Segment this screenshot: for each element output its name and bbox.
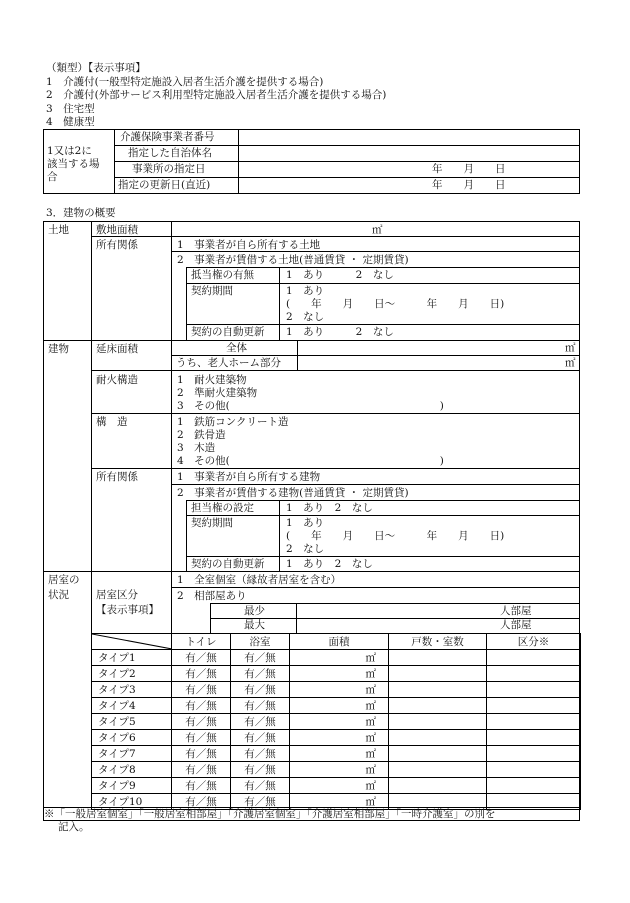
room-type-name: タイプ6: [92, 730, 172, 746]
room-type-name: タイプ2: [92, 666, 172, 682]
room-option-1: 1 全室個室（縁故者居室を含む）: [177, 574, 342, 586]
bath-cell[interactable]: 有／無: [231, 650, 290, 666]
area-cell[interactable]: ㎡: [290, 714, 389, 730]
floor-area-label: 延床面積: [96, 343, 138, 355]
toilet-cell[interactable]: 有／無: [172, 762, 231, 778]
building-renewal-label: 契約の自動更新: [191, 558, 265, 570]
col-bath: 浴室: [231, 634, 290, 650]
category-cell[interactable]: [487, 794, 581, 810]
land-own-option-1: 1 事業者が自ら所有する土地: [177, 239, 321, 251]
building-mortgage-label: 担当権の設定: [191, 502, 254, 514]
category-cell[interactable]: [487, 650, 581, 666]
category-cell[interactable]: [487, 714, 581, 730]
table-row: [92, 666, 581, 682]
site-area-unit: ㎡: [372, 224, 383, 236]
land-renewal-value[interactable]: 1 あり 2 なし: [286, 326, 394, 338]
count-cell[interactable]: [389, 650, 487, 666]
fireproof-option-2: 2 準耐火建築物: [177, 387, 258, 399]
room-type-name: タイプ1: [92, 650, 172, 666]
toilet-cell[interactable]: 有／無: [172, 778, 231, 794]
category-cell[interactable]: [487, 698, 581, 714]
count-cell[interactable]: [389, 762, 487, 778]
count-cell[interactable]: [389, 714, 487, 730]
count-cell[interactable]: [389, 682, 487, 698]
designation-date-label: 事業所の指定日: [132, 163, 206, 175]
count-cell[interactable]: [389, 730, 487, 746]
bath-cell[interactable]: 有／無: [231, 714, 290, 730]
room-type-name: タイプ4: [92, 698, 172, 714]
room-max-label: 最大: [244, 619, 265, 631]
bath-cell[interactable]: 有／無: [231, 682, 290, 698]
room-type-name: タイプ9: [92, 778, 172, 794]
area-cell[interactable]: ㎡: [290, 666, 389, 682]
room-type-name: タイプ8: [92, 762, 172, 778]
table-row: [92, 730, 581, 746]
category-cell[interactable]: [487, 730, 581, 746]
count-cell[interactable]: [389, 778, 487, 794]
building-own-option-2: 2 事業者が賃借する建物(普通賃貸 ・ 定期賃貸): [177, 487, 409, 499]
col-toilet: トイレ: [172, 634, 231, 650]
room-type-header-row: [92, 634, 581, 650]
area-cell[interactable]: ㎡: [290, 746, 389, 762]
table-row: [92, 682, 581, 698]
area-cell[interactable]: ㎡: [290, 778, 389, 794]
room-min-label: 最少: [244, 605, 265, 617]
count-cell[interactable]: [389, 698, 487, 714]
building-mortgage-value[interactable]: 1 あり 2 なし: [286, 502, 373, 514]
room-type-table: [91, 633, 581, 810]
land-mortgage-value[interactable]: 1 あり 2 なし: [286, 269, 394, 281]
bath-cell[interactable]: 有／無: [231, 762, 290, 778]
col-area: 面積: [290, 634, 389, 650]
table-row: [92, 698, 581, 714]
category-cell[interactable]: [487, 762, 581, 778]
construction-label: 構 造: [96, 416, 128, 428]
land-renewal-label: 契約の自動更新: [191, 326, 265, 338]
area-cell[interactable]: ㎡: [290, 650, 389, 666]
footnote-line-2: 記入。: [58, 821, 90, 833]
toilet-cell[interactable]: 有／無: [172, 682, 231, 698]
building-own-option-1: 1 事業者が自ら所有する建物: [177, 471, 321, 483]
toilet-cell[interactable]: 有／無: [172, 698, 231, 714]
land-label: 土地: [48, 224, 69, 236]
room-max-unit[interactable]: 人部屋: [500, 619, 532, 631]
type-option-1: 1 介護付(一般型特定施設入居者生活介護を提供する場合): [46, 76, 324, 88]
designation-side-label: 1又は2に: [47, 145, 92, 157]
insurance-number-label: 介護保険事業者番号: [120, 131, 215, 143]
type-option-3: 3 住宅型: [46, 103, 95, 115]
building-contract-label: 契約期間: [191, 517, 233, 529]
toilet-cell[interactable]: 有／無: [172, 714, 231, 730]
diagonal-slash: [92, 634, 172, 649]
table-row: [92, 762, 581, 778]
toilet-cell[interactable]: 有／無: [172, 650, 231, 666]
area-cell[interactable]: ㎡: [290, 682, 389, 698]
bath-cell[interactable]: 有／無: [231, 666, 290, 682]
fireproof-label: 耐火構造: [96, 374, 138, 386]
table-row: [92, 714, 581, 730]
toilet-cell[interactable]: 有／無: [172, 746, 231, 762]
building-contract-period[interactable]: ( 年 月 日～ 年 月 日): [286, 530, 505, 542]
building-label: 建物: [48, 343, 69, 355]
construction-option-1: 1 鉄筋コンクリート造: [177, 416, 289, 428]
construction-option-4: 4 その他( ): [177, 455, 444, 467]
area-cell[interactable]: ㎡: [290, 762, 389, 778]
renewal-date-label: 指定の更新日(直近): [118, 179, 211, 191]
section-title: 3．建物の概要: [46, 207, 116, 219]
room-type-name: タイプ5: [92, 714, 172, 730]
footnote-line-1: ※「一般居室個室」「一般居室相部屋」「介護居室個室」「介護居室相部屋」「一時介護室」の別を: [44, 808, 496, 820]
table-row: [92, 746, 581, 762]
type-option-2: 2 介護付(外部サービス利用型特定施設入居者生活介護を提供する場合): [46, 89, 387, 101]
bath-cell[interactable]: 有／無: [231, 730, 290, 746]
bath-cell[interactable]: 有／無: [231, 794, 290, 810]
area-cell[interactable]: ㎡: [290, 698, 389, 714]
category-cell[interactable]: [487, 682, 581, 698]
category-cell[interactable]: [487, 778, 581, 794]
floor-area-total-label: 全体: [226, 342, 247, 354]
bath-cell[interactable]: 有／無: [231, 698, 290, 714]
toilet-cell[interactable]: 有／無: [172, 666, 231, 682]
room-type-name: タイプ10: [92, 794, 172, 810]
municipality-label: 指定した自治体名: [128, 147, 212, 159]
toilet-cell[interactable]: 有／無: [172, 794, 231, 810]
construction-option-2: 2 鉄骨造: [177, 429, 226, 441]
area-cell[interactable]: ㎡: [290, 794, 389, 810]
fireproof-option-1: 1 耐火建築物: [177, 374, 247, 386]
land-contract-period[interactable]: ( 年 月 日～ 年 月 日): [286, 298, 505, 310]
designation-date-value[interactable]: 年 月 日: [432, 163, 506, 175]
land-contract-label: 契約期間: [191, 285, 233, 297]
room-type-name: タイプ3: [92, 682, 172, 698]
land-own-option-2: 2 事業者が賃借する土地(普通賃貸 ・ 定期賃貸): [177, 254, 409, 266]
bath-cell[interactable]: 有／無: [231, 778, 290, 794]
category-cell[interactable]: [487, 666, 581, 682]
col-category: 区分※: [487, 634, 581, 650]
table-row: [92, 650, 581, 666]
building-ownership-label: 所有関係: [96, 471, 138, 483]
bath-cell[interactable]: 有／無: [231, 746, 290, 762]
construction-option-3: 3 木造: [177, 442, 216, 454]
building-renewal-value[interactable]: 1 あり 2 なし: [286, 558, 373, 570]
floor-area-home-label: うち、老人ホーム部分: [176, 357, 281, 369]
col-count: 戸数・室数: [389, 634, 487, 650]
room-type-name: タイプ7: [92, 746, 172, 762]
area-cell[interactable]: ㎡: [290, 730, 389, 746]
room-min-unit[interactable]: 人部屋: [500, 605, 532, 617]
site-area-label: 敷地面積: [96, 224, 138, 236]
fireproof-option-3: 3 その他( ): [177, 400, 444, 412]
room-option-2: 2 相部屋あり: [177, 590, 247, 602]
type-option-4: 4 健康型: [46, 116, 95, 128]
table-row: [92, 778, 581, 794]
category-cell[interactable]: [487, 746, 581, 762]
land-mortgage-label: 抵当権の有無: [191, 269, 254, 281]
room-category-label: 居室区分: [96, 589, 138, 601]
rooms-label: 居室の: [48, 574, 80, 586]
renewal-date-value[interactable]: 年 月 日: [432, 179, 506, 191]
land-ownership-label: 所有関係: [96, 239, 138, 251]
form-title: （類型）【表示事項】: [46, 62, 146, 74]
count-cell[interactable]: [389, 666, 487, 682]
count-cell[interactable]: [389, 746, 487, 762]
toilet-cell[interactable]: 有／無: [172, 730, 231, 746]
